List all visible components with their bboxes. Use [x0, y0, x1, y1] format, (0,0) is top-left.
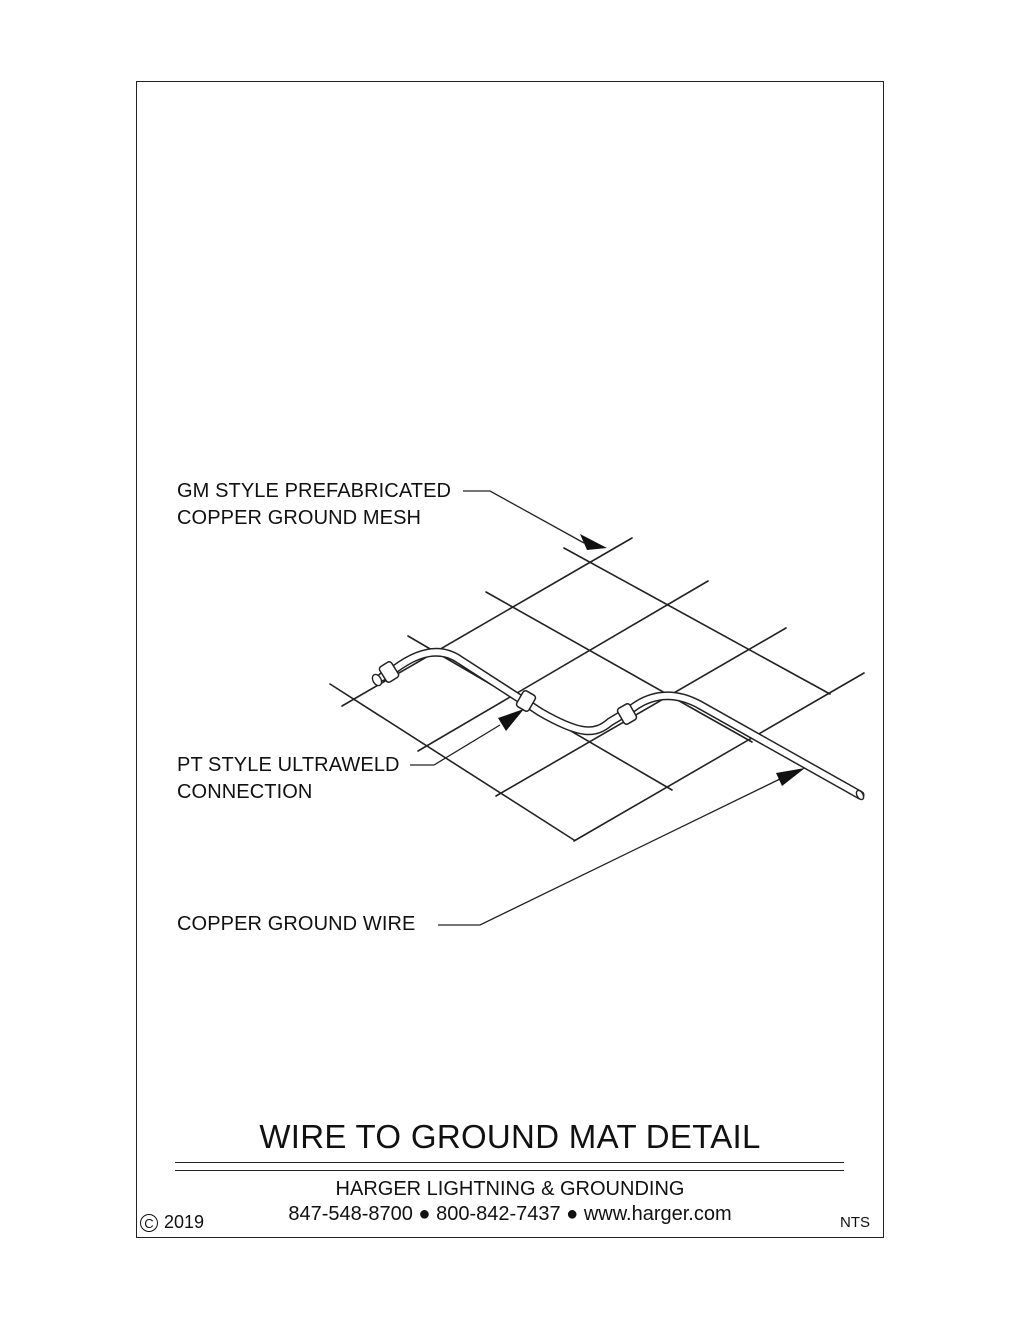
- connection-callout-line-1: PT STYLE ULTRAWELD: [177, 754, 400, 776]
- company-contact: 847-548-8700 ● 800-842-7437 ● www.harger.com: [288, 1203, 732, 1225]
- leader-mesh: [463, 491, 584, 543]
- drawing-title: WIRE TO GROUND MAT DETAIL: [259, 1118, 761, 1155]
- arrowhead-connection: [498, 709, 524, 731]
- copper-ground-mesh: [330, 538, 864, 841]
- wire-callout: COPPER GROUND WIRE: [177, 913, 416, 935]
- company-name: HARGER LIGHTNING & GROUNDING: [335, 1178, 685, 1200]
- leader-wire: [438, 779, 780, 925]
- mesh-callout-line-2: COPPER GROUND MESH: [177, 507, 422, 529]
- title-rule-lower: [175, 1170, 844, 1171]
- leader-connection: [410, 725, 500, 765]
- arrowhead-wire: [776, 768, 805, 786]
- connection-callout-line-2: CONNECTION: [177, 781, 313, 803]
- title-rule-upper: [175, 1162, 844, 1163]
- mesh-callout-line-1: GM STYLE PREFABRICATED: [177, 480, 452, 502]
- scale-note: NTS: [840, 1214, 870, 1231]
- copyright-notice: [140, 1212, 204, 1233]
- mesh-bar-ascending: [574, 673, 864, 841]
- copyright-icon: C: [140, 1214, 158, 1232]
- arrowhead-mesh: [580, 534, 607, 550]
- mesh-bar-descending: [564, 548, 830, 694]
- copyright-year: 2019: [164, 1212, 205, 1232]
